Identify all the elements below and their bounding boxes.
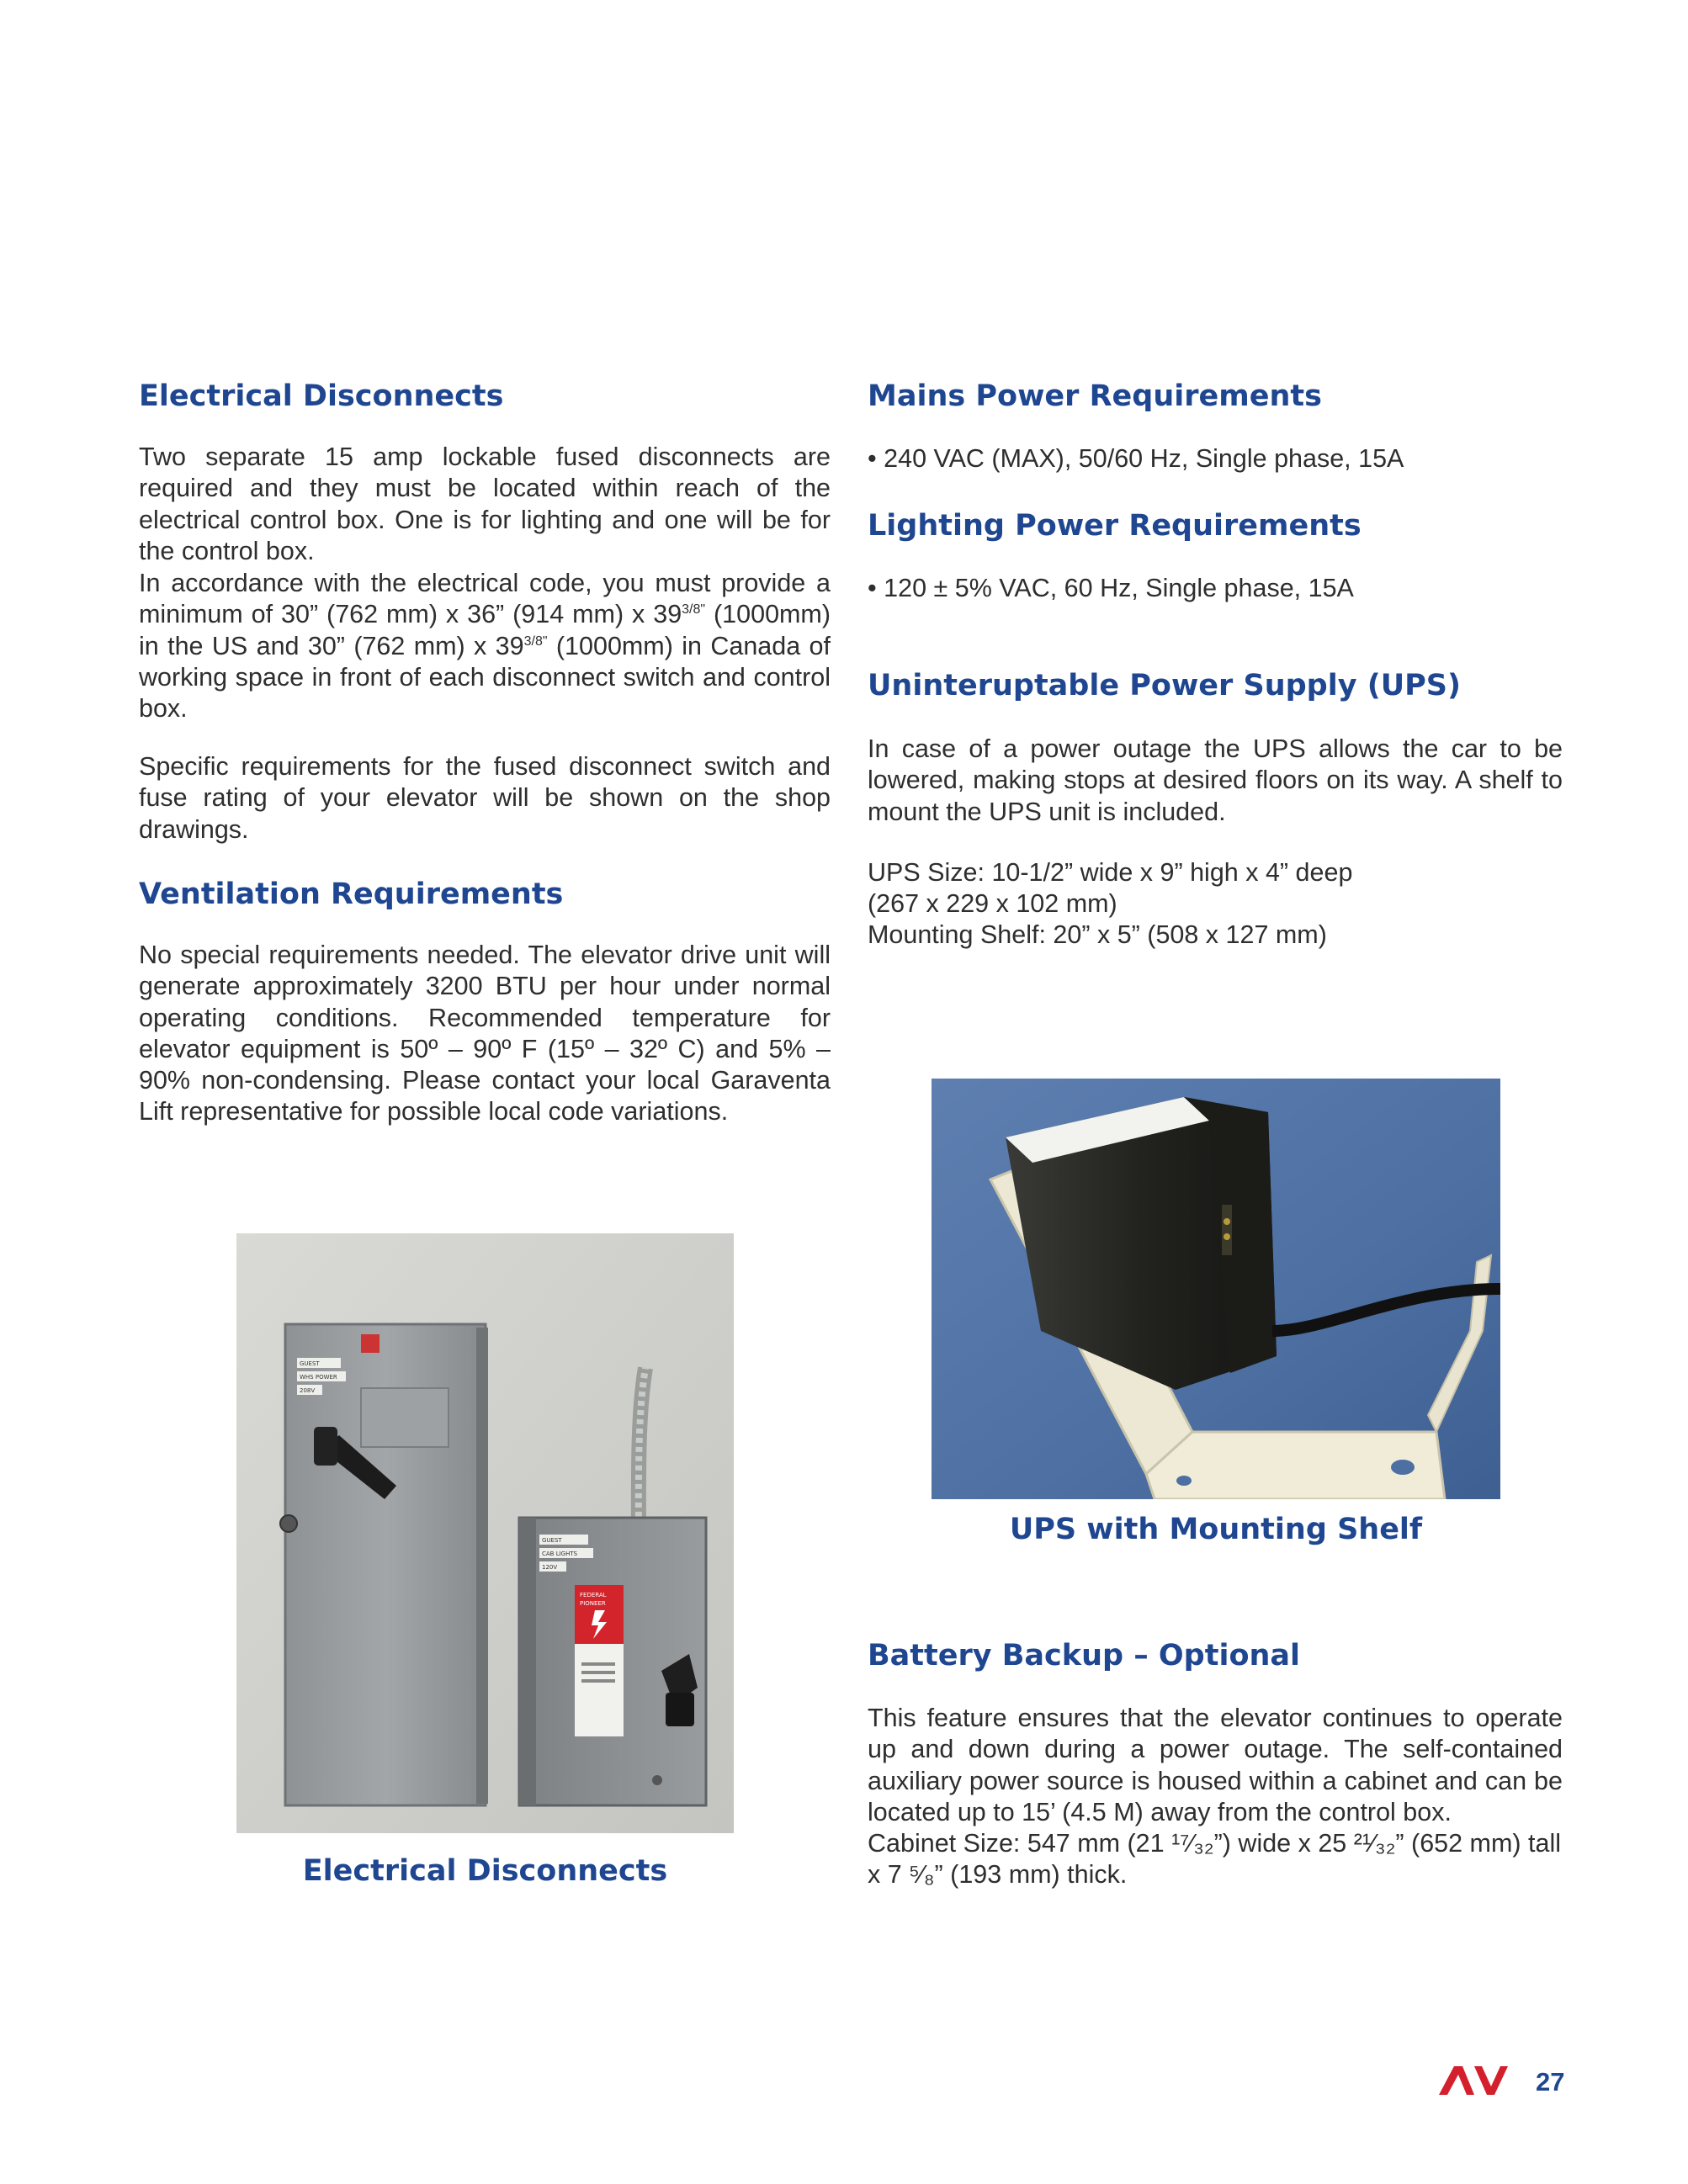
photo-label: 120V: [542, 1564, 558, 1571]
page-number: 27: [1536, 2067, 1565, 2097]
ventilation-paragraph: No special requirements needed. The elevator drive unit will generate approximately 3200 BTU per hour under normal operating conditions. Recommended temperature for elevator equipment is 50º – 90º F (15º – 32º C) and 5% – 90% non-condensing. Please contact your local Garaventa Lift representative for possible local code variations.: [139, 941, 831, 1126]
ups-shelf-photo: [932, 1079, 1500, 1499]
photo-label: 208V: [300, 1387, 316, 1394]
electrical-disconnects-heading: Electrical Disconnects: [139, 379, 504, 413]
ups-paragraph: In case of a power outage the UPS allows the car to be lowered, making stops at desired floors on its way. A shelf to mount the UPS unit is included.: [868, 734, 1563, 826]
ups-size-line-2: (267 x 229 x 102 mm): [868, 889, 1117, 918]
battery-size-line-1: Cabinet Size: 547 mm (21 ¹⁷⁄₃₂”) wide x 25 ²¹⁄₃₂” (652 mm) tall: [868, 1829, 1561, 1858]
battery-paragraph: This feature ensures that the elevator continues to operate up and down during a power outage. The self-contained auxiliary power source is housed within a cabinet and can be located up to 15’ (4.5 M) away from the control box.: [868, 1704, 1563, 1826]
ups-size-line-3: Mounting Shelf: 20” x 5” (508 x 127 mm): [868, 920, 1327, 949]
superscript-fraction: 3/8": [523, 633, 548, 649]
photo-label: CAB LIGHTS: [542, 1551, 578, 1557]
ventilation-heading: Ventilation Requirements: [139, 877, 564, 911]
electrical-disconnects-caption: Electrical Disconnects: [302, 1854, 668, 1888]
mains-power-heading: Mains Power Requirements: [868, 379, 1322, 413]
photo-label: PIONEER: [580, 1600, 606, 1607]
ups-heading: Uninteruptable Power Supply (UPS): [868, 669, 1461, 702]
photo-label: FEDERAL: [580, 1592, 607, 1598]
lighting-power-heading: Lighting Power Requirements: [868, 509, 1362, 543]
disconnects-paragraph-2: In accordance with the electrical code, you must provide a minimum of 30” (762 mm) x 36” (914 mm) x $39^{3/8"}$ (1000mm) in the US and 30” (762 mm) x $39^{3/8"}$ (1000mm) in Canada of working space in front of each disconnect switch and control box.: [139, 569, 831, 724]
lighting-power-item: • 120 ± 5% VAC, 60 Hz, Single phase, 15A: [868, 574, 1354, 602]
electrical-disconnects-photo: [236, 1233, 734, 1833]
av-logo: [1437, 2065, 1513, 2097]
superscript-fraction: 3/8": [682, 602, 706, 618]
disconnects-paragraph-3: Specific requirements for the fused disconnect switch and fuse rating of your elevator will be shown on the shop drawings.: [139, 752, 831, 844]
battery-size-line-2: x 7 ⁵⁄₈” (193 mm) thick.: [868, 1860, 1128, 1889]
ups-size-line-1: UPS Size: 10-1/2” wide x 9” high x 4” deep: [868, 858, 1353, 887]
disconnects-paragraph-1: Two separate 15 amp lockable fused disconnects are required and they must be located within reach of the electrical control box. One is for lighting and one will be for the control box.: [139, 443, 831, 565]
ups-caption: UPS with Mounting Shelf: [1009, 1513, 1423, 1546]
mains-power-item: • 240 VAC (MAX), 50/60 Hz, Single phase, 15A: [868, 444, 1404, 473]
photo-label: GUEST: [542, 1537, 562, 1544]
battery-backup-heading: Battery Backup – Optional: [868, 1639, 1301, 1672]
photo-label: WHS POWER: [300, 1374, 337, 1381]
photo-label: GUEST: [300, 1360, 320, 1367]
